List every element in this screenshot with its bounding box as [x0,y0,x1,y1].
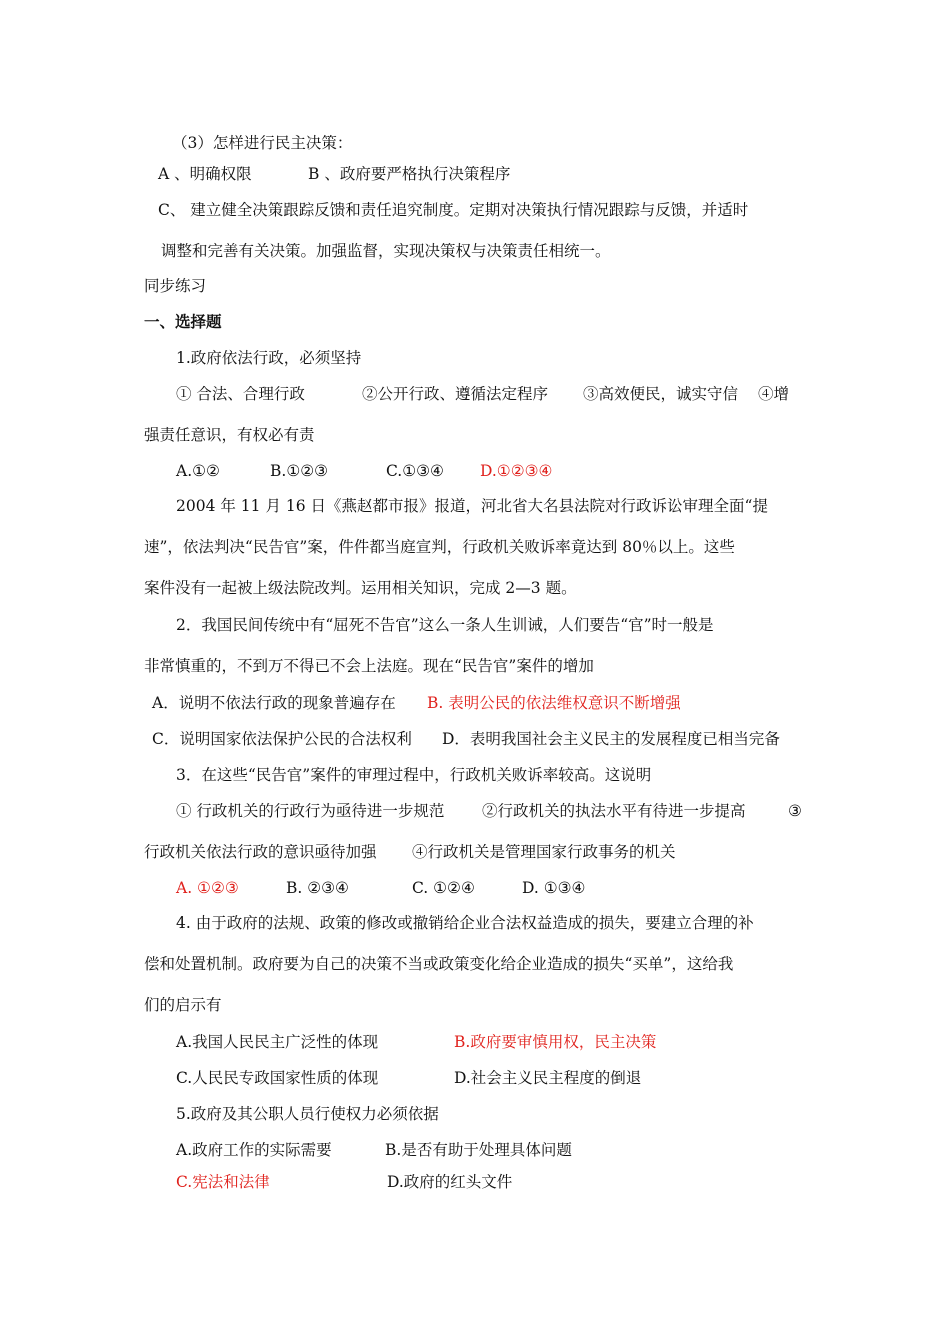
section-heading: 一、选择题 [144,312,222,331]
q1-options [176,461,552,481]
q1-items [176,384,789,404]
q4-options-row-1 [176,1032,656,1052]
decision-option-b: B 、政府要严格执行决策程序 [308,165,511,183]
q3-option-a-answer: A. ①②③ [176,879,239,897]
q4-stem-line-3: 们的启示有 [144,996,222,1014]
q2-options-row-2 [152,729,780,749]
q5-options-row-2 [176,1172,512,1192]
q4-option-a: A.我国人民民主广泛性的体现 [176,1033,379,1051]
practice-title: 同步练习 [144,277,207,295]
q2-option-b-answer: B. 表明公民的依法维权意识不断增强 [427,694,681,712]
q1-item-1: ① 合法、合理行政 [176,385,305,403]
passage-line-3: 案件没有一起被上级法院改判。运用相关知识，完成 2—3 题。 [144,579,577,597]
q1-item-3: ③高效便民，诚实守信 [583,385,739,403]
passage-line-1: 2004 年 11 月 16 日《燕赵都市报》报道，河北省大名县法院对行政诉讼审理全面“提 [176,497,768,515]
decision-option-c-line1: C、 建立健全决策跟踪反馈和责任追究制度。定期对决策执行情况跟踪与反馈，并适时 [158,201,749,219]
q2-options-row-1 [152,693,681,713]
q3-items-row-2 [144,842,676,862]
decision-option-c-line2: 调整和完善有关决策。加强监督，实现决策权与决策责任相统一。 [161,242,611,260]
q3-item-3-continued: 行政机关依法行政的意识亟待加强 [144,843,377,861]
q3-item-4: ④行政机关是管理国家行政事务的机关 [412,843,676,861]
q4-option-c: C.人民民专政国家性质的体现 [176,1069,379,1087]
q5-option-a: A.政府工作的实际需要 [176,1141,332,1159]
q4-stem-line-2: 偿和处置机制。政府要为自己的决策不当或政策变化给企业造成的损失“买单”，这给我 [144,955,734,973]
q5-stem: 5.政府及其公职人员行使权力必须依据 [176,1105,439,1123]
q2-option-d: D．表明我国社会主义民主的发展程度已相当完备 [442,730,780,748]
q4-option-b-answer: B.政府要审慎用权，民主决策 [454,1033,657,1051]
q1-item-4: ④增 [758,385,790,403]
q3-option-d: D. ①③④ [522,879,586,897]
q3-item-1: ① 行政机关的行政行为亟待进一步规范 [176,802,445,820]
q2-option-a: A．说明不依法行政的现象普遍存在 [152,694,396,712]
decision-option-a: A 、明确权限 [158,165,252,183]
q1-stem: 1.政府依法行政，必须坚持 [176,349,362,367]
decision-heading: （3）怎样进行民主决策： [172,134,353,152]
q4-option-d: D.社会主义民主程度的倒退 [454,1069,642,1087]
q5-options-row-1 [176,1140,572,1160]
q3-stem: 3．在这些“民告官”案件的审理过程中，行政机关败诉率较高。这说明 [176,766,652,784]
q5-option-b: B.是否有助于处理具体问题 [385,1141,572,1159]
q4-stem-line-1: 4. 由于政府的法规、政策的修改或撤销给企业合法权益造成的损失，要建立合理的补 [176,914,754,932]
q1-option-d-answer: D.①②③④ [480,462,553,480]
q1-item-4-continued: 强责任意识，有权必有责 [144,426,315,444]
q3-option-b: B. ②③④ [286,879,349,897]
q1-option-b: B.①②③ [270,462,329,480]
q1-option-a: A.①② [176,462,220,480]
passage-line-2: 速”，依法判决“民告官”案，件件都当庭宣判，行政机关败诉率竟达到 80％以上。这些 [144,538,735,556]
q5-option-d: D.政府的红头文件 [387,1173,513,1191]
q3-item-3: ③ [788,802,802,820]
q3-item-2: ②行政机关的执法水平有待进一步提高 [482,802,746,820]
q3-items-row-1 [176,801,802,821]
q1-option-c: C.①③④ [386,462,444,480]
q2-option-c: C．说明国家依法保护公民的合法权利 [152,730,412,748]
q1-item-2: ②公开行政、遵循法定程序 [362,385,549,403]
q3-options [176,878,585,898]
q4-options-row-2 [176,1068,641,1088]
q2-stem-line-2: 非常慎重的，不到万不得已不会上法庭。现在“民告官”案件的增加 [144,657,594,675]
q2-stem-line-1: 2．我国民间传统中有“屈死不告官”这么一条人生训诫，人们要告“官”时一般是 [176,616,714,634]
q5-option-c-answer: C.宪法和法律 [176,1173,270,1191]
q3-option-c: C. ①②④ [412,879,475,897]
